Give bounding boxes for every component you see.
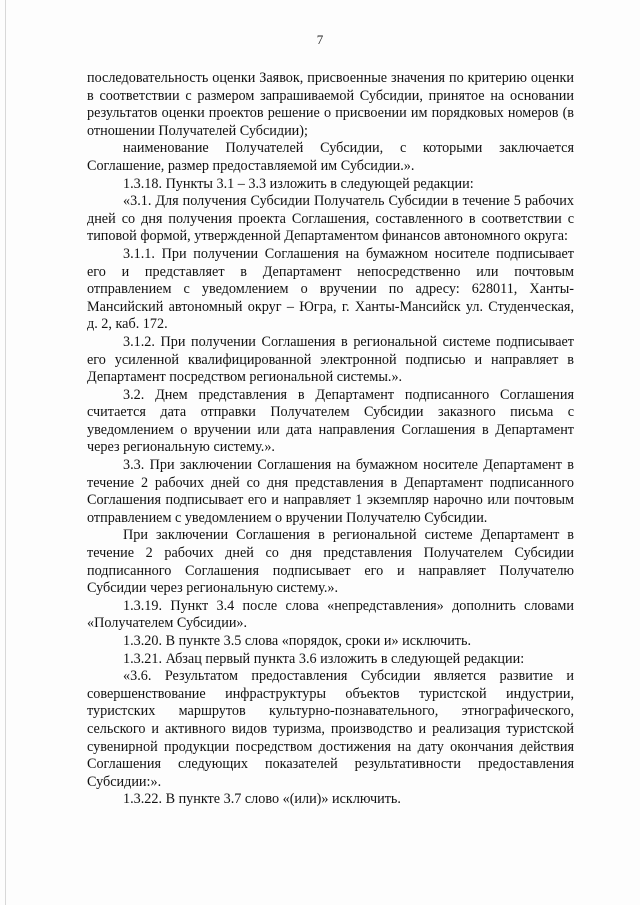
paragraph-3-3-regional: При заключении Соглашения в региональной системе Департамент в течение 2 рабочих дней со дня представления Получателем Субсидии подписанного Соглашения подписывает его и направляет Получателю Субсидии через региональную систему.». xyxy=(87,527,574,597)
paragraph: наименование Получателей Субсидии, с которыми заключается Соглашение, размер предоставляемой им Субсидии.». xyxy=(87,140,574,174)
scan-edge-line xyxy=(5,0,6,905)
paragraph-3-6: «3.6. Результатом предоставления Субсидии является развитие и совершенствование инфраструктуры объектов туристской индустрии, туристских маршрутов культурно-познавательного, этнографического, сельского и активного видов туризма, производство и реализация туристской сувенирной продукции посредством достижения на дату окончания действия Соглашения следующих показателей результативности предоставления Субсидии:». xyxy=(87,668,574,790)
document-body xyxy=(87,70,574,809)
paragraph-item-1-3-22: 1.3.22. В пункте 3.7 слово «(или)» исключить. xyxy=(123,791,401,808)
paragraph-item-1-3-20: 1.3.20. В пункте 3.5 слова «порядок, сроки и» исключить. xyxy=(123,633,472,649)
paragraph-3-3: 3.3. При заключении Соглашения на бумажном носителе Департамент в течение 2 рабочих дней со дня представления в Департамент подписанного Соглашения подписывает его и направляет 1 экземпляр нарочно или почтовым отправлением с уведомлением о вручении Получателю Субсидии. xyxy=(87,457,574,526)
page-number: 7 xyxy=(316,32,324,47)
paragraph-continuation: последовательность оценки Заявок, присвоенные значения по критерию оценки в соответствии с размером запрашиваемой Субсидии, принятое на основании результатов оценки проектов решение о присвоении им порядковых номеров (в отношении Получателей Субсидии); xyxy=(87,70,574,139)
paragraph-item-1-3-21: 1.3.21. Абзац первый пункта 3.6 изложить в следующей редакции: xyxy=(123,650,525,667)
paragraph-3-2: 3.2. Днем представления в Департамент подписанного Соглашения считается дата отправки Получателем Субсидии заказного письма с уведомлением о вручении или дата направления Соглашения в Департамент через региональную систему.». xyxy=(87,386,574,456)
paragraph-3-1-1: 3.1.1. При получении Соглашения на бумажном носителе подписывает его и представляет в Департамент непосредственно или почтовым отправлением с уведомлением о вручении по адресу: 628011, Ханты-Мансийский автономный округ – Югра, г. Ханты-Мансийск ул. Студенческая, д. 2, каб. 172. xyxy=(87,245,574,333)
paragraph-item-1-3-19: 1.3.19. Пункт 3.4 после слова «непредставления» дополнить словами «Получателем Субсидии». xyxy=(87,597,574,632)
paragraph-item-1-3-18: 1.3.18. Пункты 3.1 – 3.3 изложить в следующей редакции: xyxy=(123,175,474,192)
paragraph-3-1-2: 3.1.2. При получении Соглашения в региональной системе подписывает его усиленной квалифицированной электронной подписью и направляет в Департамент посредством региональной системы.». xyxy=(87,333,574,386)
paragraph-3-1: «3.1. Для получения Субсидии Получатель Субсидии в течение 5 рабочих дней со дня получения проекта Соглашения, составленного в соответствии с типовой формой, утвержденной Департаментом финансов автономного округа: xyxy=(87,193,574,245)
